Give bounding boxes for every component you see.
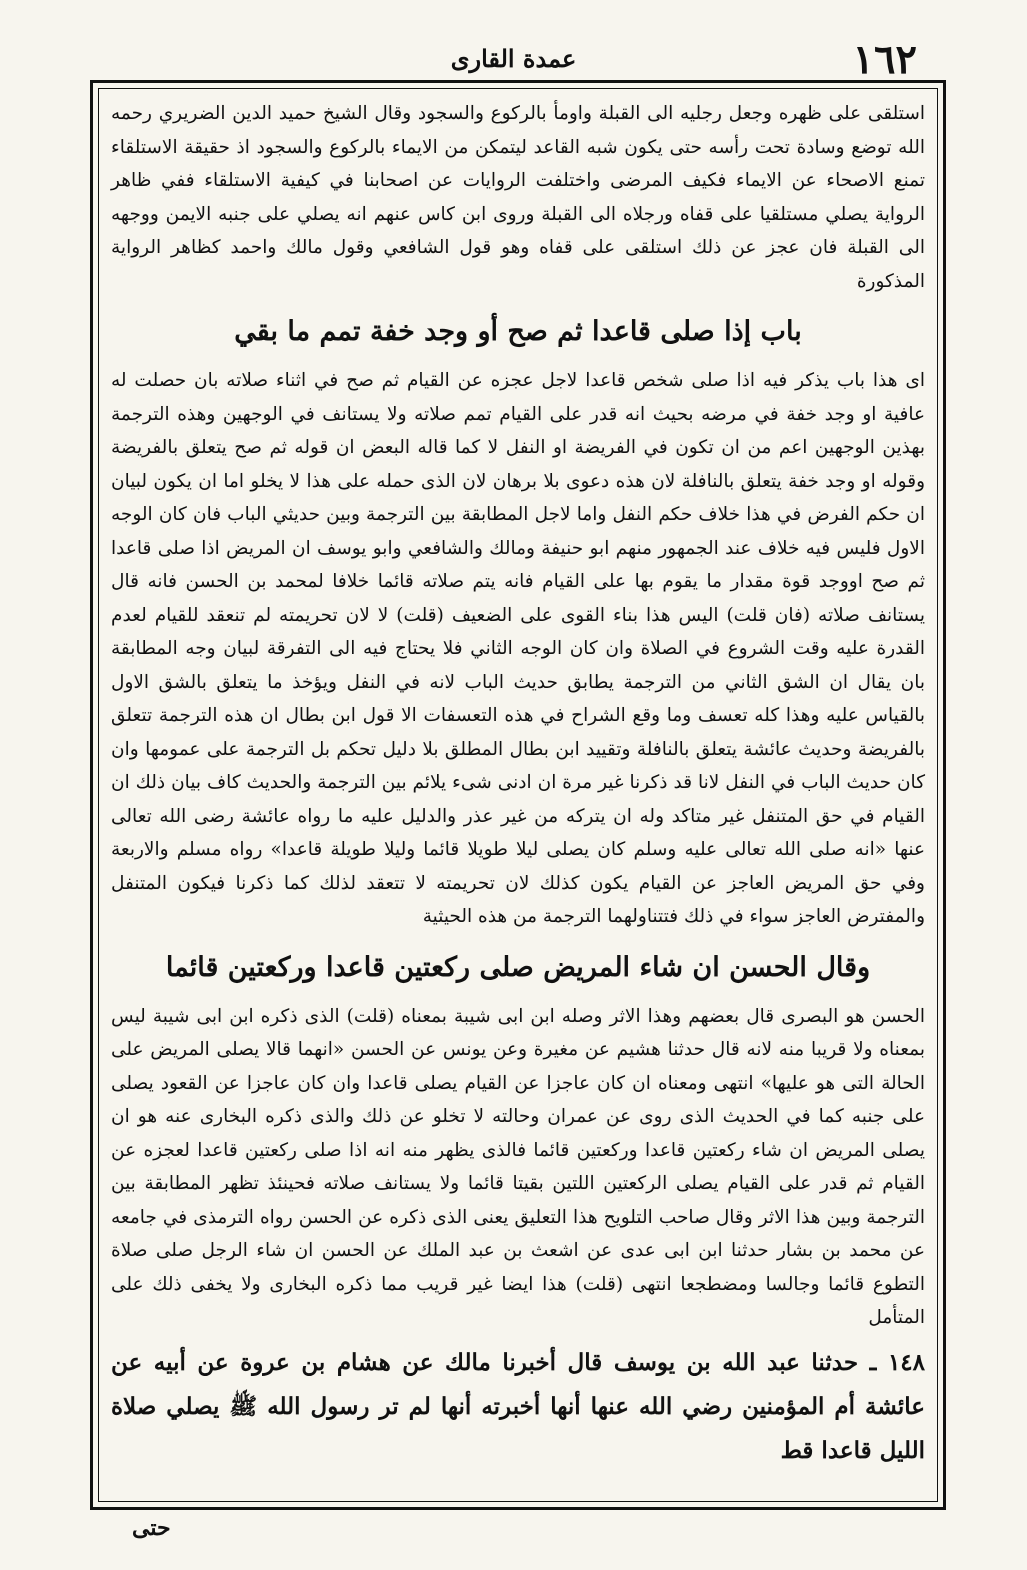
paragraph-2: اى هذا باب يذكر فيه اذا صلى شخص قاعدا لاجل عجزه عن القيام ثم صح في اثناء صلاته بان حصلت له عافية او وجد خفة في مرضه بحيث انه قدر على القيام تمم صلاته ولا يستانف في الوجهين وهذه الترجمة بهذين الوجهين اعم من ان تكون في الفريضة او النفل لا كما قاله البعض ان قوله ثم صح يتعلق بالفريضة وقوله او وجد خفة يتعلق بالنافلة لان هذه دعوى بلا برهان لان الذى حمله على هذا لا يخلو اما ان يكون لبيان ان حكم الفرض في هذا خلاف حكم النفل واما لاجل المطابقة بين الترجمة وبين حديثي الباب فان كان الوجه الاول فليس فيه خلاف عند الجمهور منهم ابو حنيفة ومالك والشافعي وابو يوسف ان المريض اذا صلى قاعدا ثم صح اووجد قوة مقدار ما يقوم بها على القيام فانه يتم صلاته قائما خلافا لمحمد بن الحسن فانه قال يستانف صلاته (فان قلت) اليس هذا بناء القوى على الضعيف (قلت) لا لان تحريمته لم تنعقد للقيام لعدم القدرة عليه وقت الشروع في الصلاة وان كان الوجه الثاني فلا يحتاج فيه الى التفرقة لبيان وجه المطابقة بان يقال ان الشق الثاني من الترجمة يطابق حديث الباب لانه في النفل ويؤخذ ما يتعلق بالشق الاول بالقياس عليه وهذا كله تعسف وما وقع الشراح في هذه التعسفات الا قول ابن بطال ان هذه الترجمة تتعلق بالفريضة وحديث عائشة يتعلق بالنافلة وتقييد ابن بطال المطلق بلا دليل تحكم بل الترجمة على عمومها وان كان حديث الباب في النفل لانا قد ذكرنا غير مرة ان ادنى شىء يلائم بين الترجمة والحديث كاف بيان ذلك ان القيام في حق المتنفل غير متاكد وله ان يتركه من غير عذر والدليل عليه ما رواه عائشة رضى الله تعالى عنها «انه صلى الله تعالى عليه وسلم كان يصلى ليلا طويلا قائما وليلا طويلة قاعدا» رواه مسلم والاربعة وفي حق المريض العاجز عن القيام يكون كذلك لان تحريمته لا تتعقد لذلك كما ذكرنا فيكون المتنفل والمفترض العاجز سواء في ذلك فتتناولهما الترجمة من هذه الحيثية <box>111 370 925 927</box>
page-number: ١٦٢ <box>852 36 917 83</box>
chapter-heading-1: باب إذا صلى قاعدا ثم صح أو وجد خفة تمم ما بقي <box>234 316 802 347</box>
catchword: حتى <box>132 1515 171 1541</box>
hadith-text: ١٤٨ ـ حدثنا عبد الله بن يوسف قال أخبرنا مالك عن هشام بن عروة عن أبيه عن عائشة أم المؤمنين رضي الله عنها أنها أخبرته أنها لم تر رسول الله ﷺ يصلي صلاة الليل قاعدا قط <box>111 1348 925 1464</box>
paragraph-1: استلقى على ظهره وجعل رجليه الى القبلة واومأ بالركوع والسجود وقال الشيخ حميد الدين الضريري رحمه الله توضع وسادة تحت رأسه حتى يكون شبه القاعد ليتمكن من الايماء بالركوع والسجود اذ حقيقة الاستلقاء تمنع الاصحاء عن الايماء فكيف المرضى واختلفت الروايات عن اصحابنا في كيفية الاستلقاء ففي ظاهر الرواية يصلي مستلقيا على قفاه ورجلاه الى القبلة وروى ابن كاس عنهم انه يصلي على جنبه الايمن ووجهه الى القبلة فان عجز عن ذلك استلقى على قفاه وهو قول الشافعي وقول مالك واحمد كظاهر الرواية المذكورة <box>111 103 925 292</box>
chapter-heading-2: وقال الحسن ان شاء المريض صلى ركعتين قاعدا وركعتين قائما <box>165 951 871 983</box>
paragraph-3: الحسن هو البصرى قال بعضهم وهذا الاثر وصله ابن ابى شيبة بمعناه (قلت) الذى ذكره ابن ابى شيبة ليس بمعناه ولا قريبا منه لانه قال حدثنا هشيم عن مغيرة وعن يونس عن الحسن «انهما قالا يصلى المريض على الحالة التى هو عليها» انتهى ومعناه ان كان عاجزا عن القيام يصلى قاعدا وان كان عاجزا عن القعود يصلى على جنبه كما في الحديث الذى روى عن عمران وحالته لا تخلو عن ذلك والذى ذكره البخارى عنه هو ان يصلى المريض ان شاء ركعتين قاعدا وركعتين قائما فالذى يظهر منه انه اذا صلى ركعتين قاعدا لعجزه عن القيام ثم قدر على القيام يصلى الركعتين اللتين بقيتا قائما ولا يستانف صلاته فحينئذ تظهر المطابقة بين الترجمة وبين هذا الاثر وقال صاحب التلويح هذا التعليق يعنى الذى ذكره عن الحسن رواه الترمذى في جامعه عن محمد بن بشار حدثنا ابن ابى عدى عن اشعث بن عبد الملك عن الحسن ان شاء الرجل صلى صلاة التطوع قائما وجالسا ومضطجعا انتهى (قلت) هذا ايضا غير قريب مما ذكره البخارى ولا يخفى ذلك على المتأمل <box>111 1005 925 1328</box>
page-text-frame <box>98 88 938 1502</box>
running-title: عمدة القاری <box>450 44 577 73</box>
